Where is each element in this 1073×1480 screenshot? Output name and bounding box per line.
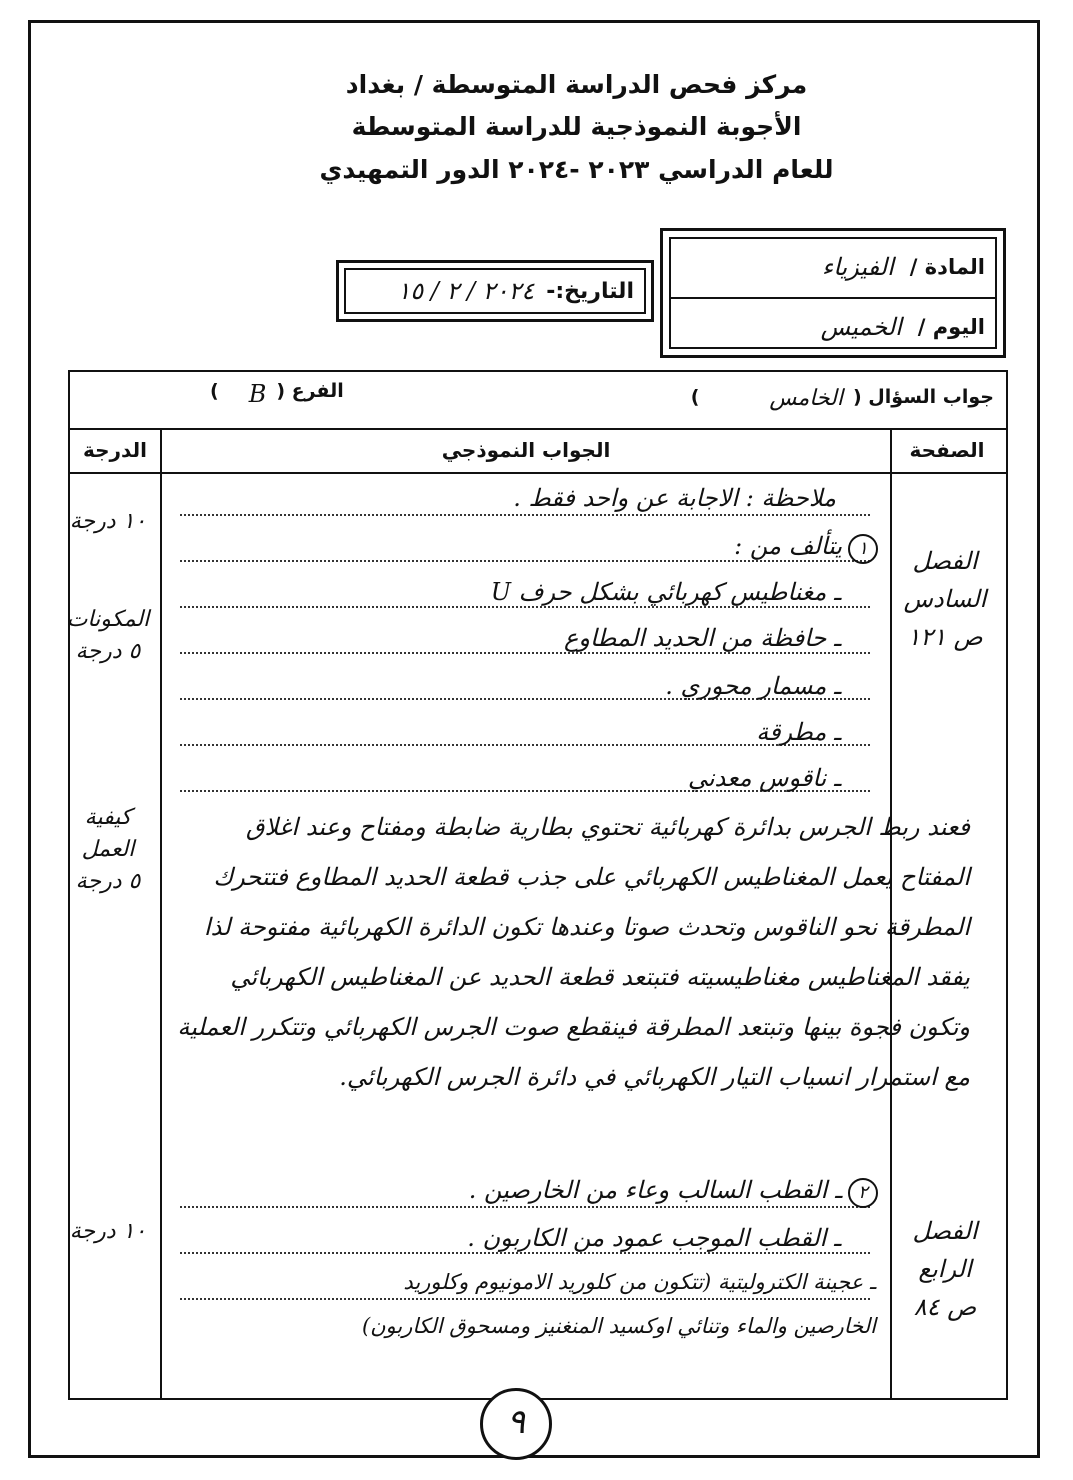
subject-label: المادة / — [909, 255, 985, 279]
answer-line — [180, 652, 870, 654]
answer-1-number: ١ — [848, 534, 878, 564]
page-ref-2 — [892, 1212, 998, 1326]
answer-1-title — [734, 532, 878, 564]
grade-note-line: المكونات — [66, 607, 150, 632]
page-column-header: الصفحة — [888, 428, 1006, 474]
grade-note-3 — [58, 802, 158, 898]
page-ref-line: ص ٨٤ — [913, 1293, 977, 1321]
header-center-title: مركز فحص الدراسة المتوسطة / بغداد — [345, 70, 808, 99]
day-row — [681, 313, 985, 341]
answer-1-item: ـ مسمار محوري . — [665, 672, 841, 700]
date-label: التاريخ:- — [546, 278, 634, 304]
answer-2-item-text: ـ القطب السالب وعاء من الخارصين . — [468, 1176, 842, 1204]
answer-line — [180, 1298, 870, 1300]
header-year-title: للعام الدراسي ٢٠٢٣ -٢٠٢٤ الدور التمهيدي — [319, 155, 834, 184]
answer-table — [68, 370, 1008, 1400]
question-label-text: جواب السؤال ( — [852, 386, 994, 408]
answer-1-item: ـ حافظة من الحديد المطاوع — [564, 624, 841, 652]
answer-line — [180, 1252, 870, 1254]
grade-column-header: الدرجة — [70, 428, 160, 474]
date-value: ٢٠٢٤ / ٢ / ١٥ — [397, 277, 535, 305]
page-ref-1 — [892, 542, 998, 656]
answer-1-item: ـ مغناطيس كهربائي بشكل حرف U — [490, 578, 841, 606]
day-label: اليوم / — [917, 315, 985, 339]
page-ref-line: السادس — [903, 585, 987, 613]
subject-box — [660, 228, 1006, 358]
question-label — [691, 386, 994, 411]
answer-line — [180, 514, 870, 516]
grade-note-2 — [58, 604, 158, 668]
header-answers-title: الأجوبة النموذجية للدراسة المتوسطة — [351, 112, 802, 141]
subject-row — [681, 253, 985, 281]
subject-value: الفيزياء — [821, 253, 894, 281]
question-value: الخامس — [769, 386, 843, 411]
grade-note-line: ٥ درجة — [75, 639, 141, 664]
answer-note: ملاحظة : الاجابة عن واحد فقط . — [513, 484, 836, 512]
answer-1-item: ـ مطرقة — [756, 718, 841, 746]
branch-label-text: الفرع ( — [276, 380, 344, 402]
branch-value: B — [248, 380, 267, 408]
answer-2-number: ٢ — [848, 1178, 878, 1208]
answer-1-item: ـ ناقوس معدني — [687, 764, 841, 792]
page-ref-line: الفصل — [912, 1217, 978, 1245]
page-number: ٩ — [480, 1388, 552, 1460]
answer-1-paragraph: فعند ربط الجرس بدائرة كهربائية تحتوي بطارية ضابطة ومفتاح وعند اغلاق المفتاح يعمل المغناطيس الكهربائي على جذب قطعة الحديد المطاوع فتتحرك المطرقة نحو الناقوس وتحدث صوتا وعندها تكون الدائرة الكهربائية مفتوحة لذا يفقد المغناطيس مغناطيسيته فتبتعد قطعة الحديد عن المغناطيس الكهربائي وتكون فجوة بينها وتبتعد المطرقة فينقطع صوت الجرس الكهربائي وتتكرر العملية مع استمرار انسياب التيار الكهربائي في دائرة الجرس الكهربائي. — [177, 813, 970, 1091]
date-box — [336, 260, 654, 322]
grade-note-line: ٥ درجة — [75, 869, 141, 894]
answer-column-header: الجواب النموذجي — [162, 428, 890, 474]
grade-note-4: ١٠ درجة — [69, 1219, 147, 1244]
day-value: الخميس — [820, 313, 902, 341]
grade-column-divider — [160, 428, 162, 1398]
grade-note-line: كيفية — [84, 805, 132, 830]
page-ref-line: الرابع — [918, 1255, 972, 1283]
answer-2-item: ـ القطب الموجب عمود من الكاربون . — [467, 1224, 841, 1252]
question-close: ) — [690, 386, 700, 408]
answer-2-item: ـ عجينة الكتروليتية (تتكون من كلوريد الامونيوم وكلوريد — [403, 1270, 876, 1294]
subject-divider — [671, 297, 995, 299]
page-ref-line: الفصل — [912, 547, 978, 575]
page-ref-line: ص ١٢١ — [907, 623, 983, 651]
grade-note-1: ١٠ درجة — [69, 509, 147, 534]
answer-line — [180, 606, 870, 608]
question-row — [70, 372, 1006, 430]
grade-note-line: العمل — [81, 837, 135, 862]
answer-1-title-text: يتألف من : — [734, 532, 842, 560]
answer-2-item-1 — [469, 1176, 878, 1208]
branch-label — [210, 380, 344, 408]
branch-close: ) — [210, 380, 219, 402]
answer-2-item: الخارصين والماء وتنائي اوكسيد المنغنيز ومسحوق الكاربون) — [361, 1314, 876, 1338]
